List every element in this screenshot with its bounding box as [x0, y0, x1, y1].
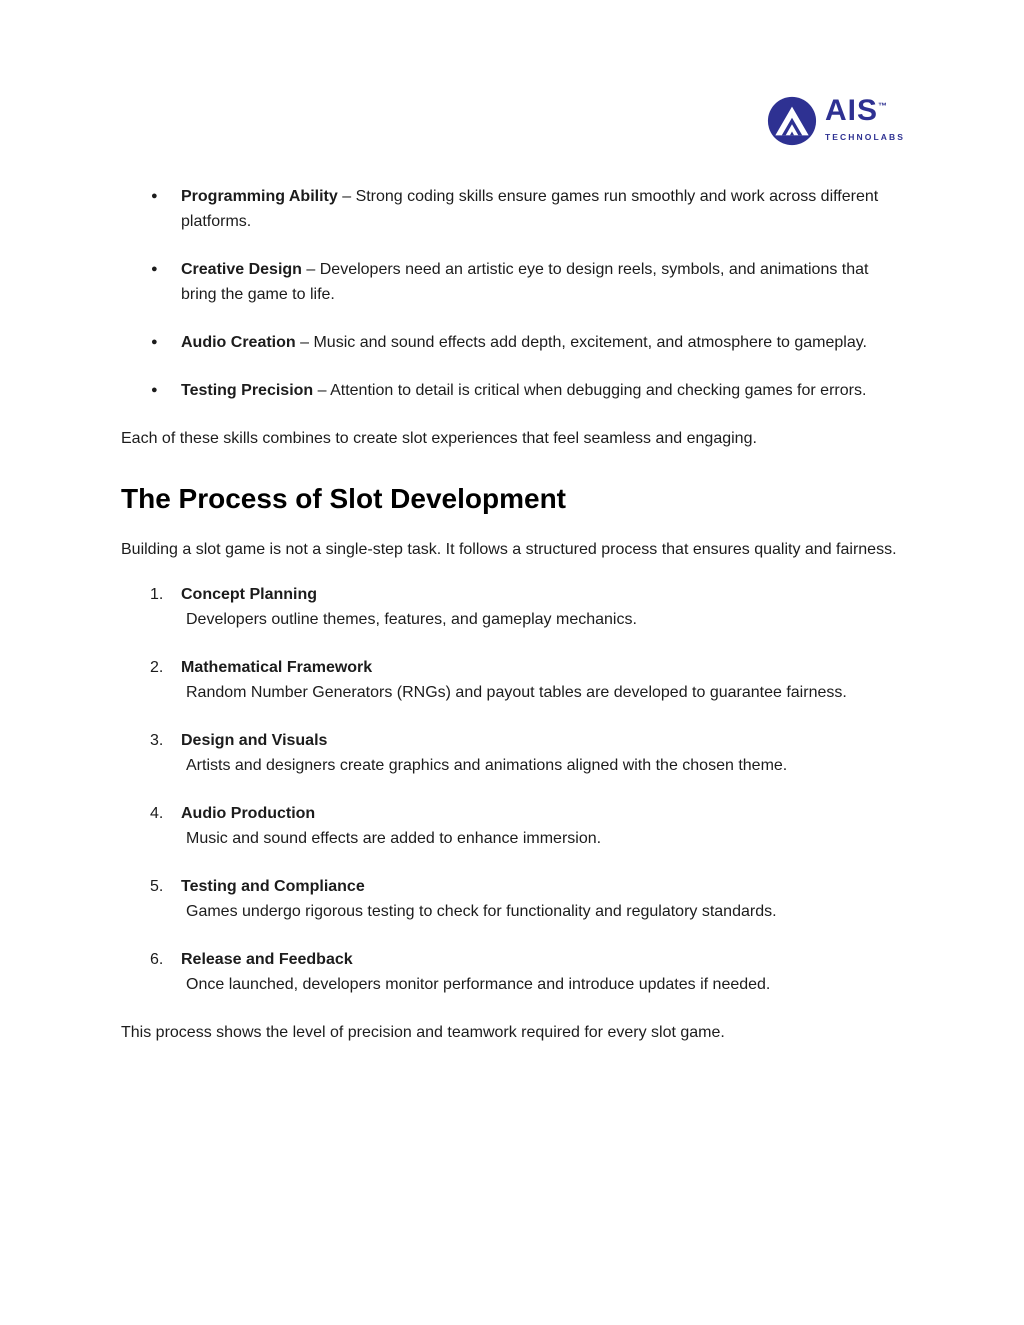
list-item-audio-production: [121, 801, 905, 851]
step-title: Audio Production: [181, 805, 316, 822]
step-title: Design and Visuals: [181, 732, 328, 749]
logo-subtitle-text: TECHNOLABS: [824, 131, 905, 142]
bullet-title: Audio Creation: [181, 334, 296, 351]
ais-logo-icon: [767, 96, 817, 146]
trademark-symbol: ™: [877, 100, 887, 111]
bullet-separator: –: [301, 261, 320, 278]
step-number: 5.: [150, 878, 164, 895]
list-item-release-and-feedback: [121, 947, 905, 997]
step-number: 6.: [150, 951, 164, 968]
list-item-concept-planning: [121, 582, 905, 632]
process-steps-list: [121, 582, 905, 997]
logo-brand-word: AIS: [824, 93, 878, 127]
step-description: Developers outline themes, features, and gameplay mechanics.: [186, 611, 637, 628]
page-title: The Process of Slot Development: [121, 483, 566, 514]
step-description: Artists and designers create graphics and animations aligned with the chosen theme.: [186, 757, 788, 774]
list-item-design-and-visuals: [121, 728, 905, 778]
step-description: Games undergo rigorous testing to check for functionality and regulatory standards.: [186, 903, 777, 920]
bullet-separator: –: [313, 382, 331, 399]
step-title: Testing and Compliance: [181, 878, 365, 895]
list-item-testing-and-compliance: [121, 874, 905, 924]
skills-summary-paragraph: Each of these skills combines to create slot experiences that feel seamless and engaging.: [121, 430, 757, 447]
bullet-title: Programming Ability: [181, 188, 338, 205]
step-number: 2.: [150, 659, 164, 676]
step-number: 3.: [150, 732, 164, 749]
bullet-text: Attention to detail is critical when debugging and checking games for errors.: [330, 382, 867, 399]
section-intro-paragraph: Building a slot game is not a single-step task. It follows a structured process that ensures quality and fairness.: [121, 541, 897, 558]
step-title: Concept Planning: [181, 586, 317, 603]
ais-technolabs-logo: [767, 93, 905, 146]
header: [121, 93, 905, 146]
step-number: 4.: [150, 805, 164, 822]
logo-brand-text: [824, 93, 905, 127]
list-item-programming-ability: [121, 184, 905, 234]
bullet-text: Developers need an artistic eye to design reels, symbols, and animations that bring the game to life.: [181, 261, 869, 303]
step-title: Release and Feedback: [181, 951, 353, 968]
list-item-testing-precision: [121, 378, 905, 403]
bullet-title: Testing Precision: [181, 382, 314, 399]
list-item-audio-creation: [121, 330, 905, 355]
bullet-text: Strong coding skills ensure games run smoothly and work across different platforms.: [181, 188, 879, 230]
step-description: Music and sound effects are added to enhance immersion.: [186, 830, 602, 847]
step-description: Once launched, developers monitor performance and introduce updates if needed.: [186, 976, 771, 993]
list-item-mathematical-framework: [121, 655, 905, 705]
bullet-icon: ●: [151, 336, 158, 348]
step-title: Mathematical Framework: [181, 659, 373, 676]
bullet-separator: –: [337, 188, 356, 205]
step-number: 1.: [150, 586, 164, 603]
bullet-text: Music and sound effects add depth, excitement, and atmosphere to gameplay.: [313, 334, 867, 351]
bullet-icon: ●: [151, 190, 158, 202]
bullet-icon: ●: [151, 384, 158, 396]
step-description: Random Number Generators (RNGs) and payout tables are developed to guarantee fairness.: [186, 684, 847, 701]
list-item-creative-design: [121, 257, 905, 307]
bullet-icon: ●: [151, 263, 158, 275]
logo-text: [825, 93, 905, 150]
skills-list: [121, 184, 905, 403]
closing-paragraph: This process shows the level of precision and teamwork required for every slot game.: [121, 1024, 725, 1041]
bullet-separator: –: [295, 334, 314, 351]
bullet-title: Creative Design: [181, 261, 302, 278]
